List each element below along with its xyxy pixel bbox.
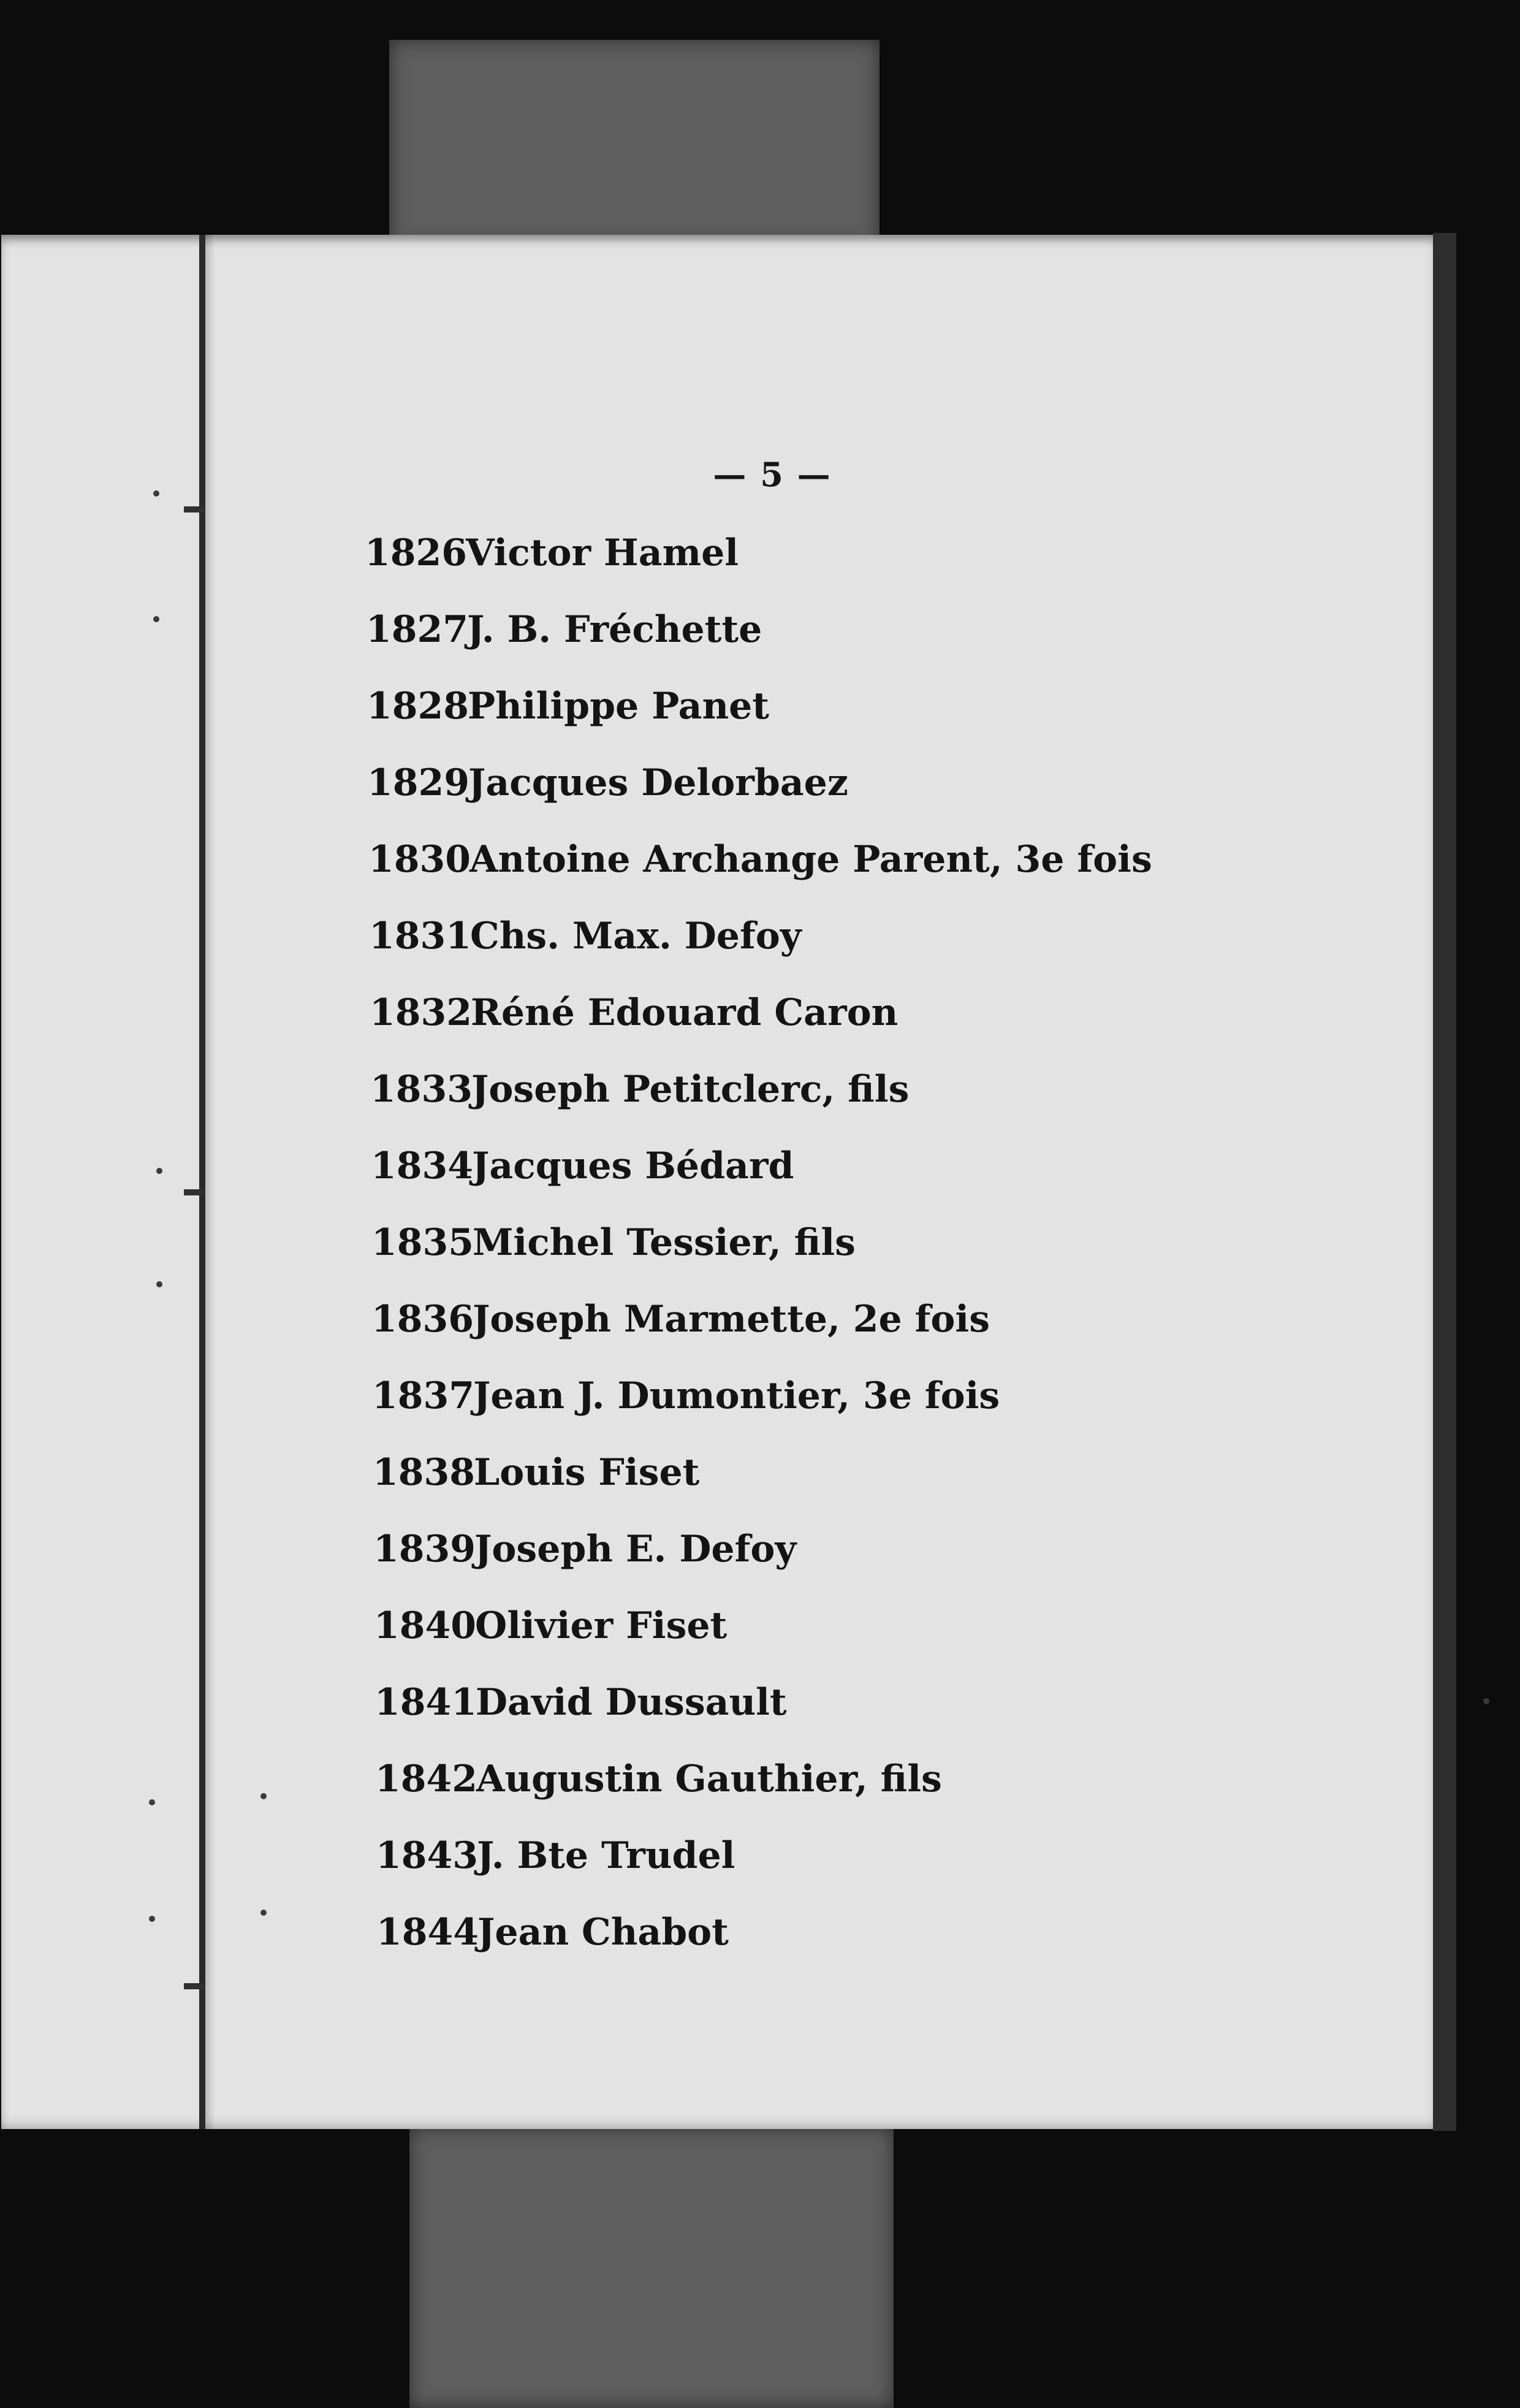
entry-name: J. B. Fréchette <box>467 608 762 651</box>
binding-hole <box>156 1281 162 1287</box>
list-entry <box>371 1145 794 1187</box>
entry-year: 1839 <box>373 1528 476 1571</box>
entry-year: 1844 <box>376 1911 479 1954</box>
bottom-paper-strip <box>409 2127 894 2408</box>
entry-year: 1837 <box>372 1374 474 1417</box>
entry-name: Réné Edouard Caron <box>471 991 899 1034</box>
entry-year: 1840 <box>374 1604 476 1647</box>
entry-name: Antoine Archange Parent, 3e fois <box>469 838 1152 881</box>
entry-name: Jean Chabot <box>477 1911 729 1954</box>
entry-name: Louis Fiset <box>474 1451 700 1494</box>
entry-year: 1834 <box>371 1145 473 1187</box>
list-entry <box>372 1374 1000 1417</box>
entry-name: David Dussault <box>476 1681 787 1724</box>
binding-stitch <box>184 506 205 512</box>
binding-hole <box>153 490 159 497</box>
page-right-edge <box>1433 233 1456 2131</box>
list-entry <box>373 1451 700 1494</box>
list-entry <box>375 1758 942 1800</box>
list-entry <box>376 1911 729 1954</box>
entry-year: 1843 <box>376 1834 478 1877</box>
binding-stitch <box>184 1983 205 1989</box>
entry-year: 1830 <box>368 838 471 881</box>
entry-year: 1829 <box>367 761 469 804</box>
entry-name: Jacques Delorbaez <box>468 761 848 804</box>
film-speck <box>1483 1698 1489 1704</box>
entry-name: Jean J. Dumontier, 3e fois <box>473 1374 1000 1417</box>
entry-name: Joseph E. Defoy <box>474 1528 797 1571</box>
binding-hole <box>156 1168 162 1174</box>
binding-hole <box>149 1916 155 1922</box>
entry-year: 1836 <box>371 1298 474 1341</box>
entry-name: Jacques Bédard <box>472 1145 794 1187</box>
binding-hole <box>260 1793 267 1799</box>
list-entry <box>373 1528 797 1571</box>
entry-year: 1841 <box>374 1681 477 1724</box>
list-entry <box>367 761 848 804</box>
list-entry <box>366 608 762 651</box>
entry-year: 1835 <box>371 1221 474 1264</box>
entry-year: 1827 <box>366 608 468 651</box>
entry-year: 1838 <box>373 1451 475 1494</box>
list-entry <box>369 915 802 958</box>
entry-name: Chs. Max. Defoy <box>470 915 802 958</box>
list-entry <box>371 1221 856 1264</box>
entry-year: 1826 <box>365 532 467 574</box>
list-entry <box>367 685 769 728</box>
top-paper-strip <box>389 40 880 245</box>
gutter-shadow <box>205 235 215 2129</box>
entry-name: Augustin Gauthier, fils <box>476 1758 942 1800</box>
entry-year: 1833 <box>370 1068 473 1111</box>
binding-hole <box>153 616 159 622</box>
list-entry <box>374 1681 787 1724</box>
list-entry <box>371 1298 990 1341</box>
page-number: — 5 — <box>713 455 832 494</box>
entry-year: 1832 <box>370 991 472 1034</box>
entry-year: 1831 <box>369 915 471 958</box>
list-entry <box>365 532 739 574</box>
entry-year: 1842 <box>375 1758 477 1800</box>
entry-name: Joseph Petitclerc, fils <box>471 1068 910 1111</box>
entry-name: J. Bte Trudel <box>477 1834 735 1877</box>
binding-hole <box>149 1799 155 1805</box>
entry-name: Michel Tessier, fils <box>473 1221 856 1264</box>
entry-name: Joseph Marmette, 2e fois <box>473 1298 990 1341</box>
list-entry <box>370 1068 910 1111</box>
entry-year: 1828 <box>367 685 469 728</box>
list-entry <box>376 1834 735 1877</box>
list-entry <box>368 838 1152 881</box>
list-entry <box>374 1604 728 1647</box>
binding-hole <box>260 1910 267 1916</box>
binding-stitch <box>184 1189 205 1195</box>
entry-name: Philippe Panet <box>468 685 769 728</box>
list-entry <box>370 991 899 1034</box>
entry-name: Olivier Fiset <box>475 1604 728 1647</box>
page-gutter <box>199 235 205 2129</box>
entry-name: Victor Hamel <box>466 532 739 574</box>
